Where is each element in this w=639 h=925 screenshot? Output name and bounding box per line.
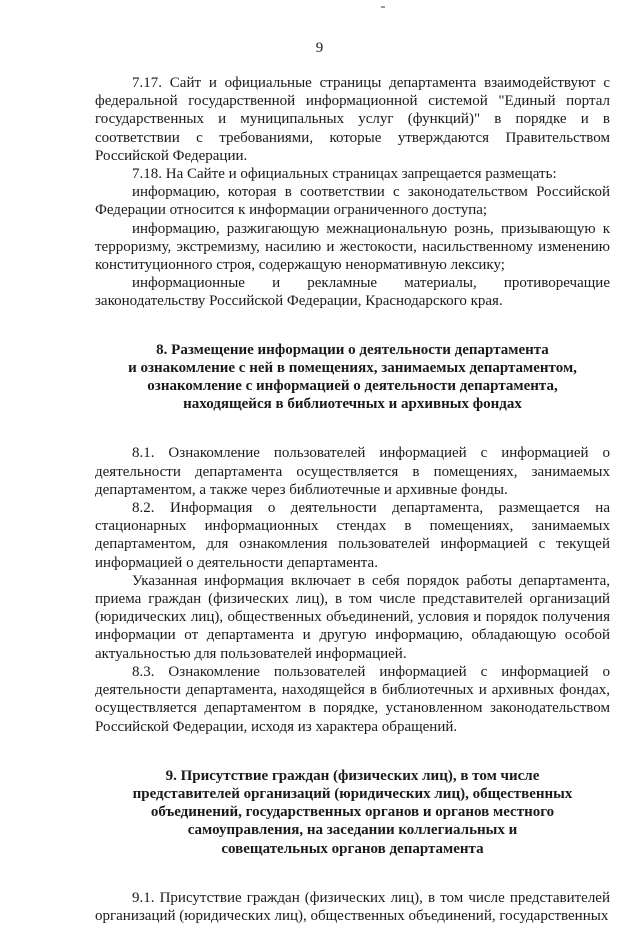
section-9-heading-line: 9. Присутствие граждан (физических лиц), в том числе bbox=[165, 767, 540, 784]
section-9-heading-line: совещательных органов департамента bbox=[221, 840, 484, 857]
paragraph-8-1: 8.1. Ознакомление пользователей информацией с информацией о деятельности департамента осуществляется в помещениях, занимаемых департаментом, а также через библиотечные и архивные фонды. bbox=[95, 445, 610, 498]
section-8-heading-line: находящейся в библиотечных и архивных фондах bbox=[183, 396, 522, 413]
section-8-heading-line: ознакомление с информацией о деятельности департамента, bbox=[147, 378, 558, 395]
paragraph-8-3: 8.3. Ознакомление пользователей информацией с информацией о деятельности департамента, находящейся в библиотечных и архивных фондах, осуществляется департаментом в порядке, установленном законодательством Российской Федерации, исходя из характера обращений. bbox=[95, 663, 610, 735]
section-8-heading bbox=[95, 341, 610, 414]
section-8-heading-line: и ознакомление с ней в помещениях, занимаемых департаментом, bbox=[128, 359, 577, 376]
paragraph-advertising: информационные и рекламные материалы, противоречащие законодательству Российской Федерации, Краснодарского края. bbox=[95, 275, 610, 310]
paragraph-8-2: 8.2. Информация о деятельности департамента, размещается на стационарных информационных стендах в помещениях, занимаемых департаментом, для ознакомления пользователей информацией с текущей информацией о деятельности департамента. bbox=[95, 500, 610, 571]
section-9-heading-line: объединений, государственных органов и органов местного bbox=[150, 804, 555, 821]
paragraph-9-1: 9.1. Присутствие граждан (физических лиц), в том числе представителей организаций (юридических лиц), общественных объединений, государственных bbox=[95, 889, 610, 924]
paragraph-7-17: 7.17. Сайт и официальные страницы департамента взаимодействуют с федеральной государственной информационной системой "Единый портал государственных и муниципальных услуг (функций)" в порядке и в соответствии с требованиями, которые утверждаются Правительством Российской Федерации. bbox=[95, 75, 610, 164]
paragraph-extremism: информацию, разжигающую межнациональную рознь, призывающую к терроризму, экстремизму, насилию и жестокости, насильственному изменению конституционного строя, содержащую ненормативную лексику; bbox=[95, 220, 610, 274]
section-8-heading-line: 8. Размещение информации о деятельности департамента bbox=[156, 341, 549, 358]
section-9-heading-line: самоуправления, на заседании коллегиальных и bbox=[187, 822, 518, 839]
paragraph-restricted-info: информацию, которая в соответствии с законодательством Российской Федерации относится к информации ограниченного доступа; bbox=[95, 184, 610, 219]
section-9-heading-line: представителей организаций (юридических лиц), общественных bbox=[132, 785, 573, 802]
paragraph-8-2-details: Указанная информация включает в себя порядок работы департамента, приема граждан (физических лиц), в том числе представителей организаций (юридических лиц), общественных объединений, условия и порядок получения информации от департамента и другую информацию, обладающую особой актуальностью для пользователей информацией. bbox=[95, 572, 610, 662]
document-body bbox=[95, 74, 610, 925]
page-number: 9 bbox=[315, 40, 324, 56]
scan-artifact bbox=[381, 6, 385, 8]
section-9-heading bbox=[95, 767, 610, 858]
paragraph-7-18: 7.18. На Сайте и официальных страницах запрещается размещать: bbox=[132, 166, 557, 183]
